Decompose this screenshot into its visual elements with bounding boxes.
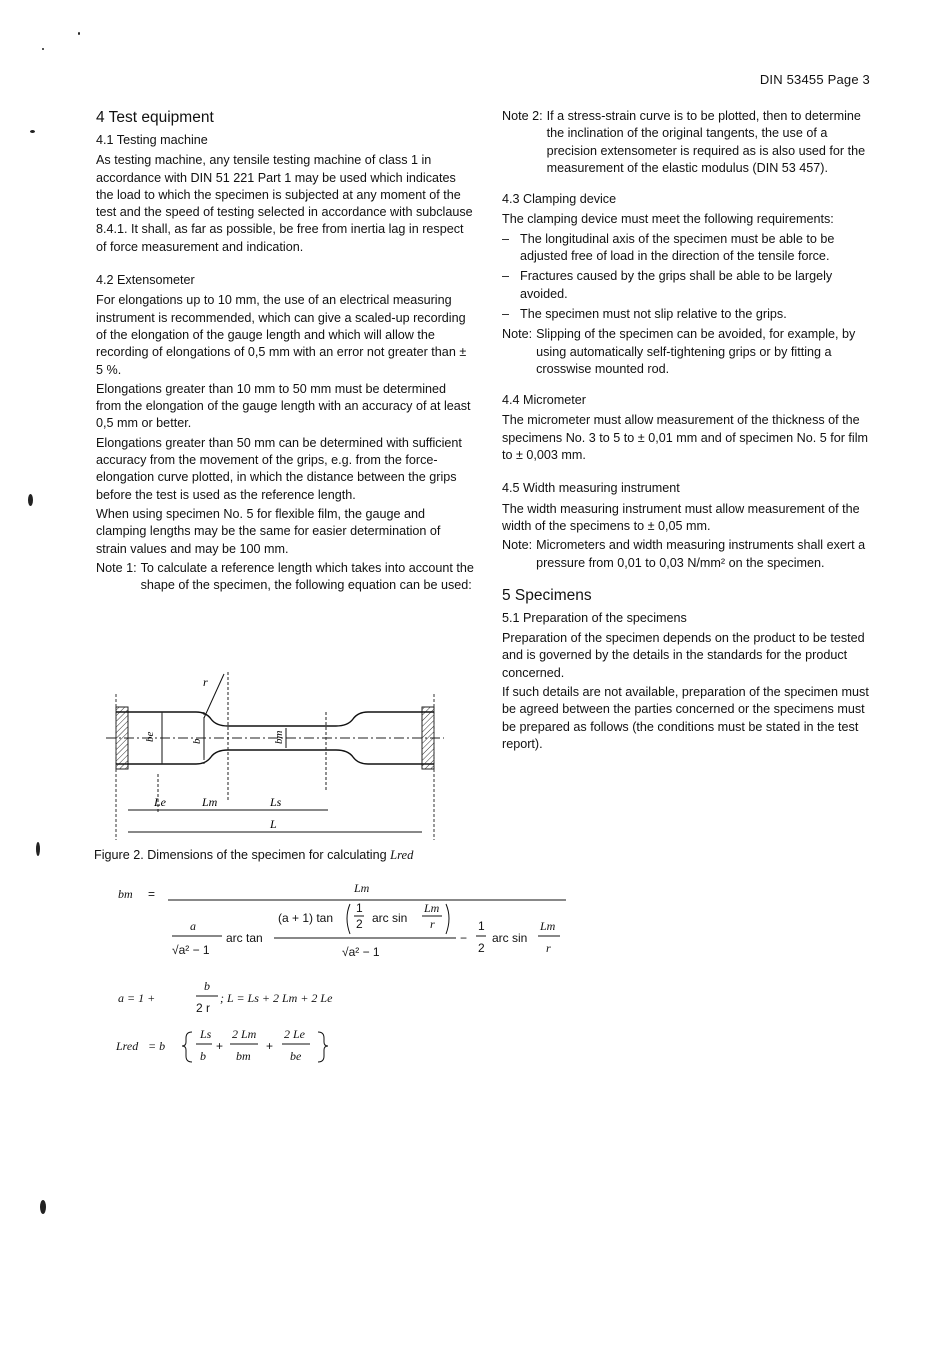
section-5-title: 5 Specimens xyxy=(502,586,592,604)
subsection-4-2-title: 4.2 Extensometer xyxy=(96,273,195,288)
formula-half2-den: 2 xyxy=(478,941,485,955)
label-be: be xyxy=(144,731,156,742)
subsection-5-1-paragraph-1: Preparation of the specimen depends on the product to be tested and is governed by the details in the standards for the product concerned. xyxy=(502,631,865,680)
label-bm: bm xyxy=(273,730,285,744)
formula-r-inner: r xyxy=(430,917,435,931)
subsection-4-1-text: As testing machine, any tensile testing machine of class 1 in accordance with DIN 51 221 Part 1 may be used which indicates the load to which the specimen is subjected at any moment of the test and the speed of testing selected in accordance with subclause 8.4.1. It shall, as far as possible, be free from inertia lag in respect of force measurement and indication. xyxy=(96,153,473,254)
formula-2r-den: 2 r xyxy=(196,1001,211,1015)
formula-Lm-top: Lm xyxy=(354,881,370,895)
formula-minus: − xyxy=(460,931,468,945)
formula-Lm-right: Lm xyxy=(540,919,556,933)
subsection-4-2-paragraph-4: When using specimen No. 5 for flexible film, the gauge and clamping lengths may be the same for easier determination of strain values and may be 100 mm. xyxy=(96,506,441,556)
note-2 xyxy=(502,108,874,177)
formula-half-num: 1 xyxy=(356,901,363,915)
list-item: – Fractures caused by the grips shall be able to be largely avoided. xyxy=(502,269,833,301)
subsection-4-3-text: The clamping device must meet the following requirements: xyxy=(502,212,834,227)
label-r: r xyxy=(203,675,208,689)
section-4-title: 4 Test equipment xyxy=(96,109,214,126)
left-column xyxy=(96,108,474,594)
formula-a-def: a = 1 + xyxy=(118,991,156,1005)
subsection-4-1-title: 4.1 Testing machine xyxy=(96,133,208,147)
specimen-outline-top xyxy=(116,712,434,726)
formula-block xyxy=(96,878,616,1078)
formula-b-den: b xyxy=(200,1049,206,1063)
formula-plus-2: + xyxy=(266,1039,274,1053)
note-clamping-label: Note: xyxy=(502,327,533,342)
note-2-label: Note 2: xyxy=(502,109,543,123)
formula-b-num: b xyxy=(204,979,210,993)
right-column xyxy=(502,108,874,755)
note-clamping-text: Slipping of the specimen can be avoided, for example, by using automatically self-tightening grips or by fitting a crosswise mounted rod. xyxy=(536,327,856,376)
formula-Lm-inner: Lm xyxy=(424,901,440,915)
list-item: – The specimen must not slip relative to the grips. xyxy=(502,306,787,321)
label-Ls: Ls xyxy=(270,795,282,809)
subsection-4-4-text: The micrometer must allow measurement of the thickness of the specimens No. 3 to 5 to ± 0,01 mm and of specimen No. 5 for film to ± 0,003 mm. xyxy=(502,413,868,463)
formula-atan-num: (a + 1) tan xyxy=(278,911,334,925)
note-clamping xyxy=(502,326,874,378)
subsection-4-2-paragraph-1: For elongations up to 10 mm, the use of an electrical measuring instrument is recommended, which can give a scaled-up recording of the elongation of the gauge length and which will allow the recording of elongations of 0,5 mm with an error not greater than ± 5 %. xyxy=(96,293,467,377)
formula-a: a xyxy=(190,919,196,933)
subsection-4-5-title: 4.5 Width measuring instrument xyxy=(502,481,680,496)
list-item: – The longitudinal axis of the specimen must be able to be adjusted free of load in the direction of the tensile force. xyxy=(502,231,835,264)
formula-sqrt-2: √a² − 1 xyxy=(342,945,380,959)
formula-plus-1: + xyxy=(216,1039,224,1053)
formula-L-def: ; L = Ls + 2 Lm + 2 Le xyxy=(220,991,333,1005)
figure-caption xyxy=(94,848,413,863)
formula-be-den: be xyxy=(290,1049,302,1063)
formula-arcsin-2: arc sin xyxy=(492,931,528,945)
note-width-text: Micrometers and width measuring instruments shall exert a pressure from 0,01 to 0,03 N/mm² on the specimen. xyxy=(536,538,866,570)
specimen-diagram xyxy=(96,662,476,847)
formula-bm-den: bm xyxy=(236,1049,251,1063)
specimen-outline-bottom xyxy=(116,750,434,764)
figure-caption-symbol: Lred xyxy=(390,848,414,862)
subsection-4-3-title: 4.3 Clamping device xyxy=(502,192,617,207)
formula-eq-1: = xyxy=(148,887,156,901)
formula-bm: bm xyxy=(118,887,133,901)
subsection-5-1-title: 5.1 Preparation of the specimens xyxy=(502,610,687,625)
page-header: DIN 53455 Page 3 xyxy=(759,72,870,87)
subsection-4-5-text: The width measuring instrument must allow measurement of the width of the specimens to ± 0,05 mm. xyxy=(502,501,860,533)
clamping-requirements-list xyxy=(502,231,874,323)
formula-arcsin-1: arc sin xyxy=(372,911,408,925)
label-Lm: Lm xyxy=(202,795,218,809)
label-Le: Le xyxy=(154,795,166,809)
formula-Lred: Lred xyxy=(116,1039,139,1053)
formula-Lred-eq: = b xyxy=(148,1039,166,1053)
subsection-4-4-title: 4.4 Micrometer xyxy=(502,393,586,408)
label-L: L xyxy=(270,817,277,831)
formula-sqrt-1: √a² − 1 xyxy=(172,943,210,957)
note-1-label: Note 1: xyxy=(96,560,137,575)
note-width-label: Note: xyxy=(502,538,533,553)
formula-2Lm-num: 2 Lm xyxy=(232,1027,257,1041)
formula-2Le-num: 2 Le xyxy=(284,1027,305,1041)
figure-caption-text: Figure 2. Dimensions of the specimen for calculating xyxy=(94,848,391,862)
formula-arctan: arc tan xyxy=(226,931,263,945)
subsection-4-2-paragraph-3: Elongations greater than 50 mm can be determined with sufficient accuracy from the movement of the grips, e.g. from the force-elongation curve plotted, in which the distance between the grips before the test is used as the reference length. xyxy=(96,435,462,502)
note-1-text: To calculate a reference length which takes into account the shape of the specimen, the following equation can be used: xyxy=(140,560,474,593)
label-b: b xyxy=(191,738,203,744)
formula-Ls-num: Ls xyxy=(200,1027,212,1041)
formula-r-right: r xyxy=(546,941,551,955)
note-2-text: If a stress-strain curve is to be plotted, then to determine the inclination of the original tangents, the use of a precision extensometer is required as is also used for the measurement of the elastic modulus (DIN 53 457). xyxy=(546,109,866,175)
note-1 xyxy=(96,560,474,595)
formula-half2-num: 1 xyxy=(478,919,485,933)
formula-half-den: 2 xyxy=(356,917,363,931)
subsection-4-2-paragraph-2: Elongations greater than 10 mm to 50 mm must be determined from the elongation of the gauge length with an accuracy of at least 0,5 mm or better. xyxy=(96,381,471,431)
subsection-5-1-paragraph-2: If such details are not available, preparation of the specimen must be agreed between the parties concerned or the specimens must be prepared as follows (the conditions must be stated in the test report). xyxy=(502,685,869,751)
note-width xyxy=(502,537,874,572)
